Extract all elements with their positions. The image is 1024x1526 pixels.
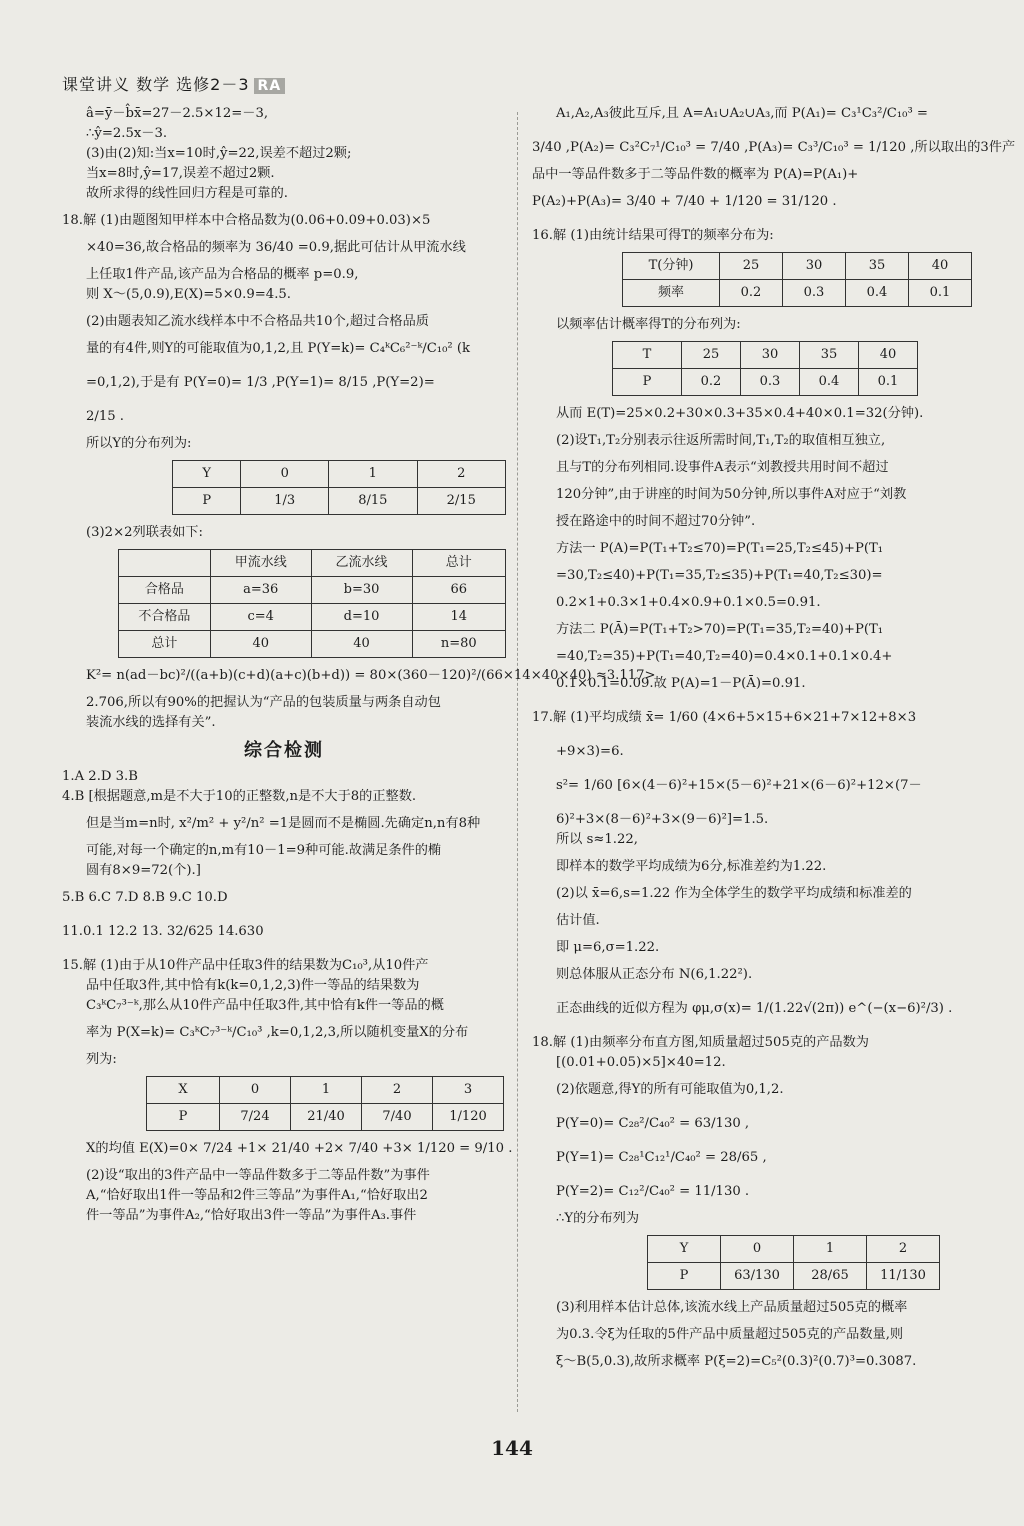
table-cell: a=36 <box>210 577 311 604</box>
table-cell: 频率 <box>623 280 720 307</box>
table-cell: T <box>613 342 682 369</box>
text-line: 18.解 (1)由题图知甲样本中合格品数为(0.06+0.09+0.03)×5 <box>62 213 431 228</box>
table-cell: 25 <box>682 342 741 369</box>
text-line: 件一等品”为事件A₂,“恰好取出3件一等品”为事件A₃.事件 <box>86 1208 417 1223</box>
text-line: 从而 E(T)=25×0.2+30×0.3+35×0.4+40×0.1=32(分钟). <box>556 406 924 421</box>
table-cell: 乙流水线 <box>311 550 412 577</box>
table-row <box>173 488 506 515</box>
table-cell: 40 <box>311 631 412 658</box>
text-line: (2)由题表知乙流水线样本中不合格品共10个,超过合格品质 <box>86 314 429 329</box>
text-line: (2)设T₁,T₂分别表示往返所需时间,T₁,T₂的取值相互独立, <box>556 433 886 448</box>
right-block-4 <box>532 1298 977 1372</box>
table-cell: 1/120 <box>433 1104 504 1131</box>
table-row <box>173 461 506 488</box>
text-line: 6)²+3×(8－6)²+3×(9－6)²]=1.5. <box>556 812 769 827</box>
table-cell: 14 <box>412 604 506 631</box>
table-y-distribution-1 <box>172 460 506 515</box>
text-line: 1.A 2.D 3.B <box>62 769 138 784</box>
table-t-frequency <box>622 252 972 307</box>
table-cell: 2 <box>417 461 505 488</box>
table-cell: n=80 <box>412 631 506 658</box>
table-cell: Y <box>173 461 241 488</box>
text-line: 率为 P(X=k)= C₃ᵏC₇³⁻ᵏ/C₁₀³ ,k=0,1,2,3,所以随机变量X的分布 <box>86 1025 469 1040</box>
table-cell: 0 <box>220 1077 291 1104</box>
table-cell: 甲流水线 <box>210 550 311 577</box>
text-line: ∴Y的分布列为 <box>556 1211 640 1226</box>
page-header <box>62 72 285 95</box>
text-line: C₃ᵏC₇³⁻ᵏ,那么从10件产品中任取3件,其中恰有k件一等品的概 <box>86 998 444 1013</box>
table-cell: 合格品 <box>119 577 211 604</box>
table-cell: 0.2 <box>682 369 741 396</box>
text-line: 故所求得的线性回归方程是可靠的. <box>86 186 289 201</box>
table-cell: 40 <box>210 631 311 658</box>
table-cell: d=10 <box>311 604 412 631</box>
text-line: (2)以 x̄=6,s=1.22 作为全体学生的数学平均成绩和标准差的 <box>556 886 912 901</box>
table-row <box>119 604 506 631</box>
text-line: 正态曲线的近似方程为 φμ,σ(x)= 1/(1.22√(2π)) e^(−(x−6)²/3) . <box>556 1001 953 1016</box>
left-block-4 <box>62 767 506 1070</box>
text-line: (3)由(2)知:当x=10时,ŷ=22,误差不超过2颗; <box>86 146 352 161</box>
table-row <box>147 1077 504 1104</box>
text-line: +9×3)=6. <box>556 744 624 759</box>
table-x-distribution <box>146 1076 504 1131</box>
text-line: 以频率估计概率得T的分布列为: <box>556 317 741 332</box>
text-line: 所以 s≈1.22, <box>556 832 638 847</box>
text-line: 装流水线的选择有关”. <box>86 715 216 730</box>
table-cell: Y <box>648 1236 721 1263</box>
text-line: 估计值. <box>556 913 600 928</box>
left-block-2 <box>62 523 506 543</box>
column-divider <box>517 112 518 1412</box>
table-row <box>119 577 506 604</box>
table-cell: X <box>147 1077 220 1104</box>
text-line: 11.0.1 12.2 13. 32/625 14.630 <box>62 924 264 939</box>
text-line: 3/40 ,P(A₂)= C₃²C₇¹/C₁₀³ = 7/40 ,P(A₃)= C₃³/C₁₀³ = 1/120 ,所以取出的3件产 <box>532 140 1016 155</box>
text-line: 18.解 (1)由频率分布直方图,知质量超过505克的产品数为 <box>532 1035 869 1050</box>
text-line: P(Y=1)= C₂₈¹C₁₂¹/C₄₀² = 28/65 , <box>556 1150 767 1165</box>
text-line: 量的有4件,则Y的可能取值为0,1,2,且 P(Y=k)= C₄ᵏC₆²⁻ᵏ/C₁₀² (k <box>86 341 470 356</box>
table-cell: b=30 <box>311 577 412 604</box>
text-line: 120分钟”,由于讲座的时间为50分钟,所以事件A对应于“刘教 <box>556 487 907 502</box>
table-row <box>613 342 918 369</box>
text-line: (3)2×2列联表如下: <box>86 525 203 540</box>
text-line: 方法一 P(A)=P(T₁+T₂≤70)=P(T₁=25,T₂≤45)+P(T₁ <box>556 541 884 556</box>
text-line: s²= 1/60 [6×(4－6)²+15×(5－6)²+21×(6－6)²+12×(7－ <box>556 778 922 793</box>
text-line: 则 X～(5,0.9),E(X)=5×0.9=4.5. <box>86 287 291 302</box>
section-title: 综合检测 <box>244 740 324 761</box>
table-cell: 0.1 <box>909 280 972 307</box>
text-line: 方法二 P(Ā)=P(T₁+T₂>70)=P(T₁=35,T₂=40)+P(T₁ <box>556 622 884 637</box>
table-cell: 3 <box>433 1077 504 1104</box>
table-cell: 0.4 <box>800 369 859 396</box>
table-row <box>648 1236 940 1263</box>
text-line: (2)依题意,得Y的所有可能取值为0,1,2. <box>556 1082 784 1097</box>
table-cell: 21/40 <box>291 1104 362 1131</box>
text-line: 2.706,所以有90%的把握认为“产品的包装质量与两条自动包 <box>86 695 441 710</box>
table-y-distribution-2 <box>647 1235 940 1290</box>
text-line: A₁,A₂,A₃彼此互斥,且 A=A₁∪A₂∪A₃,而 P(A₁)= C₃¹C₃²/C₁₀³ = <box>556 106 928 121</box>
table-cell: 总计 <box>412 550 506 577</box>
text-line: 则总体服从正态分布 N(6,1.22²). <box>556 967 753 982</box>
left-block-1 <box>62 104 506 454</box>
table-cell: P <box>173 488 241 515</box>
table-cell: 1 <box>291 1077 362 1104</box>
table-cell <box>119 550 211 577</box>
table-cell: P <box>147 1104 220 1131</box>
table-cell: 不合格品 <box>119 604 211 631</box>
right-block-1 <box>532 104 1016 246</box>
table-cell: P <box>613 369 682 396</box>
table-row <box>623 253 972 280</box>
table-cell: 8/15 <box>329 488 417 515</box>
text-line: 所以Y的分布列为: <box>86 436 192 451</box>
text-line: [(0.01+0.05)×5]×40=12. <box>556 1055 726 1070</box>
table-cell: 1/3 <box>241 488 329 515</box>
text-line: ×40=36,故合格品的频率为 36/40 =0.9,据此可估计从甲流水线 <box>86 240 466 255</box>
text-line: K²= n(ad－bc)²/((a+b)(c+d)(a+c)(b+d)) = 80×(360－120)²/(66×14×40×40) ≈3.117> <box>86 668 656 683</box>
right-block-2 <box>532 315 977 335</box>
table-t-distribution <box>612 341 918 396</box>
table-cell: 0 <box>721 1236 794 1263</box>
text-line: 即 μ=6,σ=1.22. <box>556 940 660 955</box>
left-block-3 <box>62 666 656 733</box>
text-line: 列为: <box>86 1052 117 1067</box>
table-cell: 35 <box>846 253 909 280</box>
text-line: 品中一等品件数多于二等品件数的概率为 P(A)=P(A₁)+ <box>532 167 859 182</box>
text-line: â=ȳ－b̂x̄=27－2.5×12=－3, <box>86 106 269 121</box>
contingency-table <box>118 549 506 658</box>
table-row <box>119 550 506 577</box>
table-cell: 0.3 <box>741 369 800 396</box>
table-cell: 0.3 <box>783 280 846 307</box>
text-line: 17.解 (1)平均成绩 x̄= 1/60 (4×6+5×15+6×21+7×12+8×3 <box>532 710 917 725</box>
table-cell: 66 <box>412 577 506 604</box>
text-line: 品中任取3件,其中恰有k(k=0,1,2,3)件一等品的结果数为 <box>86 978 420 993</box>
text-line: X的均值 E(X)=0× 7/24 +1× 21/40 +2× 7/40 +3× 1/120 = 9/10 . <box>86 1141 513 1156</box>
table-cell: 2 <box>362 1077 433 1104</box>
text-line: P(A₂)+P(A₃)= 3/40 + 7/40 + 1/120 = 31/120 . <box>532 194 837 209</box>
table-cell: 7/24 <box>220 1104 291 1131</box>
table-cell: 63/130 <box>721 1263 794 1290</box>
table-cell: 7/40 <box>362 1104 433 1131</box>
text-line: =40,T₂=35)+P(T₁=40,T₂=40)=0.4×0.1+0.1×0.4+ <box>556 649 893 664</box>
table-cell: 0.1 <box>859 369 918 396</box>
right-column <box>532 104 1016 1372</box>
text-line: 当x=8时,ŷ=17,误差不超过2颗. <box>86 166 275 181</box>
table-cell: P <box>648 1263 721 1290</box>
table-cell: 总计 <box>119 631 211 658</box>
text-line: 15.解 (1)由于从10件产品中任取3件的结果数为C₁₀³,从10件产 <box>62 958 429 973</box>
text-line: 16.解 (1)由统计结果可得T的频率分布为: <box>532 228 774 243</box>
table-cell: 0.4 <box>846 280 909 307</box>
table-cell: 40 <box>859 342 918 369</box>
table-cell: 30 <box>741 342 800 369</box>
table-row <box>648 1263 940 1290</box>
text-line: 且与T的分布列相同.设事件A表示“刘教授共用时间不超过 <box>556 460 889 475</box>
text-line: P(Y=2)= C₁₂²/C₄₀² = 11/130 . <box>556 1184 750 1199</box>
table-cell: c=4 <box>210 604 311 631</box>
table-cell: T(分钟) <box>623 253 720 280</box>
text-line: 授在路途中的时间不超过70分钟”. <box>556 514 756 529</box>
text-line: (3)利用样本估计总体,该流水线上产品质量超过505克的概率 <box>556 1300 908 1315</box>
text-line: 5.B 6.C 7.D 8.B 9.C 10.D <box>62 890 228 905</box>
text-line: (2)设“取出的3件产品中一等品件数多于二等品件数”为事件 <box>86 1168 430 1183</box>
table-cell: 40 <box>909 253 972 280</box>
table-row <box>623 280 972 307</box>
table-cell: 0 <box>241 461 329 488</box>
right-block-3 <box>532 404 977 1229</box>
text-line: =30,T₂≤40)+P(T₁=35,T₂≤35)+P(T₁=40,T₂≤30)= <box>556 568 883 583</box>
text-line: =0,1,2),于是有 P(Y=0)= 1/3 ,P(Y=1)= 8/15 ,P(Y=2)= <box>86 375 435 390</box>
text-line: 即样本的数学平均成绩为6分,标准差约为1.22. <box>556 859 827 874</box>
table-cell: 28/65 <box>794 1263 867 1290</box>
table-row <box>613 369 918 396</box>
text-line: 为0.3.令ξ为任取的5件产品中质量超过505克的产品数量,则 <box>556 1327 904 1342</box>
table-cell: 30 <box>783 253 846 280</box>
table-cell: 35 <box>800 342 859 369</box>
table-row <box>147 1104 504 1131</box>
table-cell: 2/15 <box>417 488 505 515</box>
text-line: ξ～B(5,0.3),故所求概率 P(ξ=2)=C₅²(0.3)²(0.7)³=0.3087. <box>556 1354 917 1369</box>
text-line: 圆有8×9=72(个).] <box>86 863 201 878</box>
text-line: 但是当m=n时, x²/m² + y²/n² =1是圆而不是椭圆.先确定n,n有8种 <box>86 816 481 831</box>
text-line: 0.1×0.1=0.09.故 P(A)=1－P(Ā)=0.91. <box>556 676 806 691</box>
text-line: A,“恰好取出1件一等品和2件三等品”为事件A₁,“恰好取出2 <box>86 1188 428 1203</box>
text-line: ∴ŷ=2.5x－3. <box>86 126 168 141</box>
text-line: 可能,对每一个确定的n,m有10－1=9种可能.故满足条件的椭 <box>86 843 442 858</box>
header-tag: RA <box>254 78 286 94</box>
table-cell: 1 <box>329 461 417 488</box>
left-block-5 <box>62 1139 513 1226</box>
table-cell: 0.2 <box>720 280 783 307</box>
table-cell: 25 <box>720 253 783 280</box>
text-line: 2/15 . <box>86 409 124 424</box>
text-line: P(Y=0)= C₂₈²/C₄₀² = 63/130 , <box>556 1116 750 1131</box>
text-line: 上任取1件产品,该产品为合格品的概率 p=0.9, <box>86 267 359 282</box>
text-line: 0.2×1+0.3×1+0.4×0.9+0.1×0.5=0.91. <box>556 595 821 610</box>
table-cell: 11/130 <box>867 1263 940 1290</box>
table-row <box>119 631 506 658</box>
page-number: 144 <box>491 1436 533 1460</box>
text-line: 4.B [根据题意,m是不大于10的正整数,n是不大于8的正整数. <box>62 789 417 804</box>
header-title: 课堂讲义 数学 选修2－3 <box>62 75 250 94</box>
table-cell: 2 <box>867 1236 940 1263</box>
table-cell: 1 <box>794 1236 867 1263</box>
